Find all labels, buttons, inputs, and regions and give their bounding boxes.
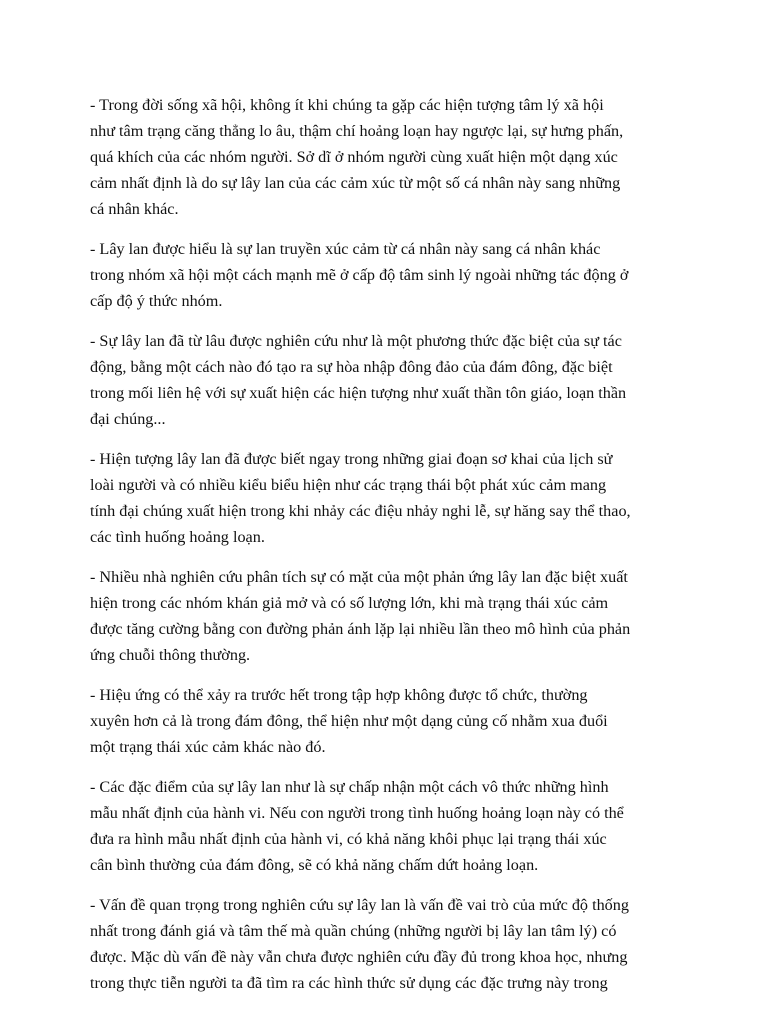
document-body [90, 92, 686, 1010]
paragraph-5: - Nhiều nhà nghiên cứu phân tích sự có mặt của một phản ứng lây lan đặc biệt xuất hiện trong các nhóm khán giả mở và có số lượng lớn, khi mà trạng thái xúc cảm được tăng cường bằng con đường phản ánh lặp lại nhiều lần theo mô hình của phản ứng chuỗi thông thường. [90, 568, 631, 664]
paragraph-4: - Hiện tượng lây lan đã được biết ngay trong những giai đoạn sơ khai của lịch sử loài người và có nhiều kiểu biểu hiện như các trạng thái bột phát xúc cảm mang tính đại chúng xuất hiện trong khi nhảy các điệu nhảy nghi lễ, sự hăng say thể thao, các tình huống hoảng loạn. [90, 450, 631, 546]
paragraph-2: - Lây lan được hiểu là sự lan truyền xúc cảm từ cá nhân này sang cá nhân khác trong nhóm xã hội một cách mạnh mẽ ở cấp độ tâm sinh lý ngoài những tác động ở cấp độ ý thức nhóm. [90, 240, 629, 310]
paragraph-6: - Hiệu ứng có thể xảy ra trước hết trong tập hợp không được tổ chức, thường xuyên hơn cả là trong đám đông, thể hiện như một dạng củng cố nhằm xua đuổi một trạng thái xúc cảm khác nào đó. [90, 686, 608, 756]
paragraph-1: - Trong đời sống xã hội, không ít khi chúng ta gặp các hiện tượng tâm lý xã hội như tâm trạng căng thẳng lo âu, thậm chí hoảng loạn hay ngược lại, sự hưng phấn, quá khích của các nhóm người. Sở dĩ ở nhóm người cùng xuất hiện một dạng xúc cảm nhất định là do sự lây lan của các cảm xúc từ một số cá nhân này sang những cá nhân khác. [90, 96, 624, 218]
paragraph-8: - Vấn đề quan trọng trong nghiên cứu sự lây lan là vấn đề vai trò của mức độ thống nhất trong đánh giá và tâm thế mà quần chúng (những người bị lây lan tâm lý) có được. Mặc dù vấn đề này vẫn chưa được nghiên cứu đầy đủ trong khoa học, nhưng trong thực tiễn người ta đã tìm ra các hình thức sử dụng các đặc trưng này trong [90, 896, 629, 992]
paragraph-7: - Các đặc điểm của sự lây lan như là sự chấp nhận một cách vô thức những hình mẫu nhất định của hành vi. Nếu con người trong tình huống hoảng loạn này có thể đưa ra hình mẫu nhất định của hành vi, có khả năng khôi phục lại trạng thái xúc cân bình thường của đám đông, sẽ có khả năng chấm dứt hoảng loạn. [90, 778, 624, 874]
paragraph-3: - Sự lây lan đã từ lâu được nghiên cứu như là một phương thức đặc biệt của sự tác động, bằng một cách nào đó tạo ra sự hòa nhập đông đảo của đám đông, đặc biệt trong mối liên hệ với sự xuất hiện các hiện tượng như xuất thần tôn giáo, loạn thần đại chúng... [90, 332, 627, 428]
